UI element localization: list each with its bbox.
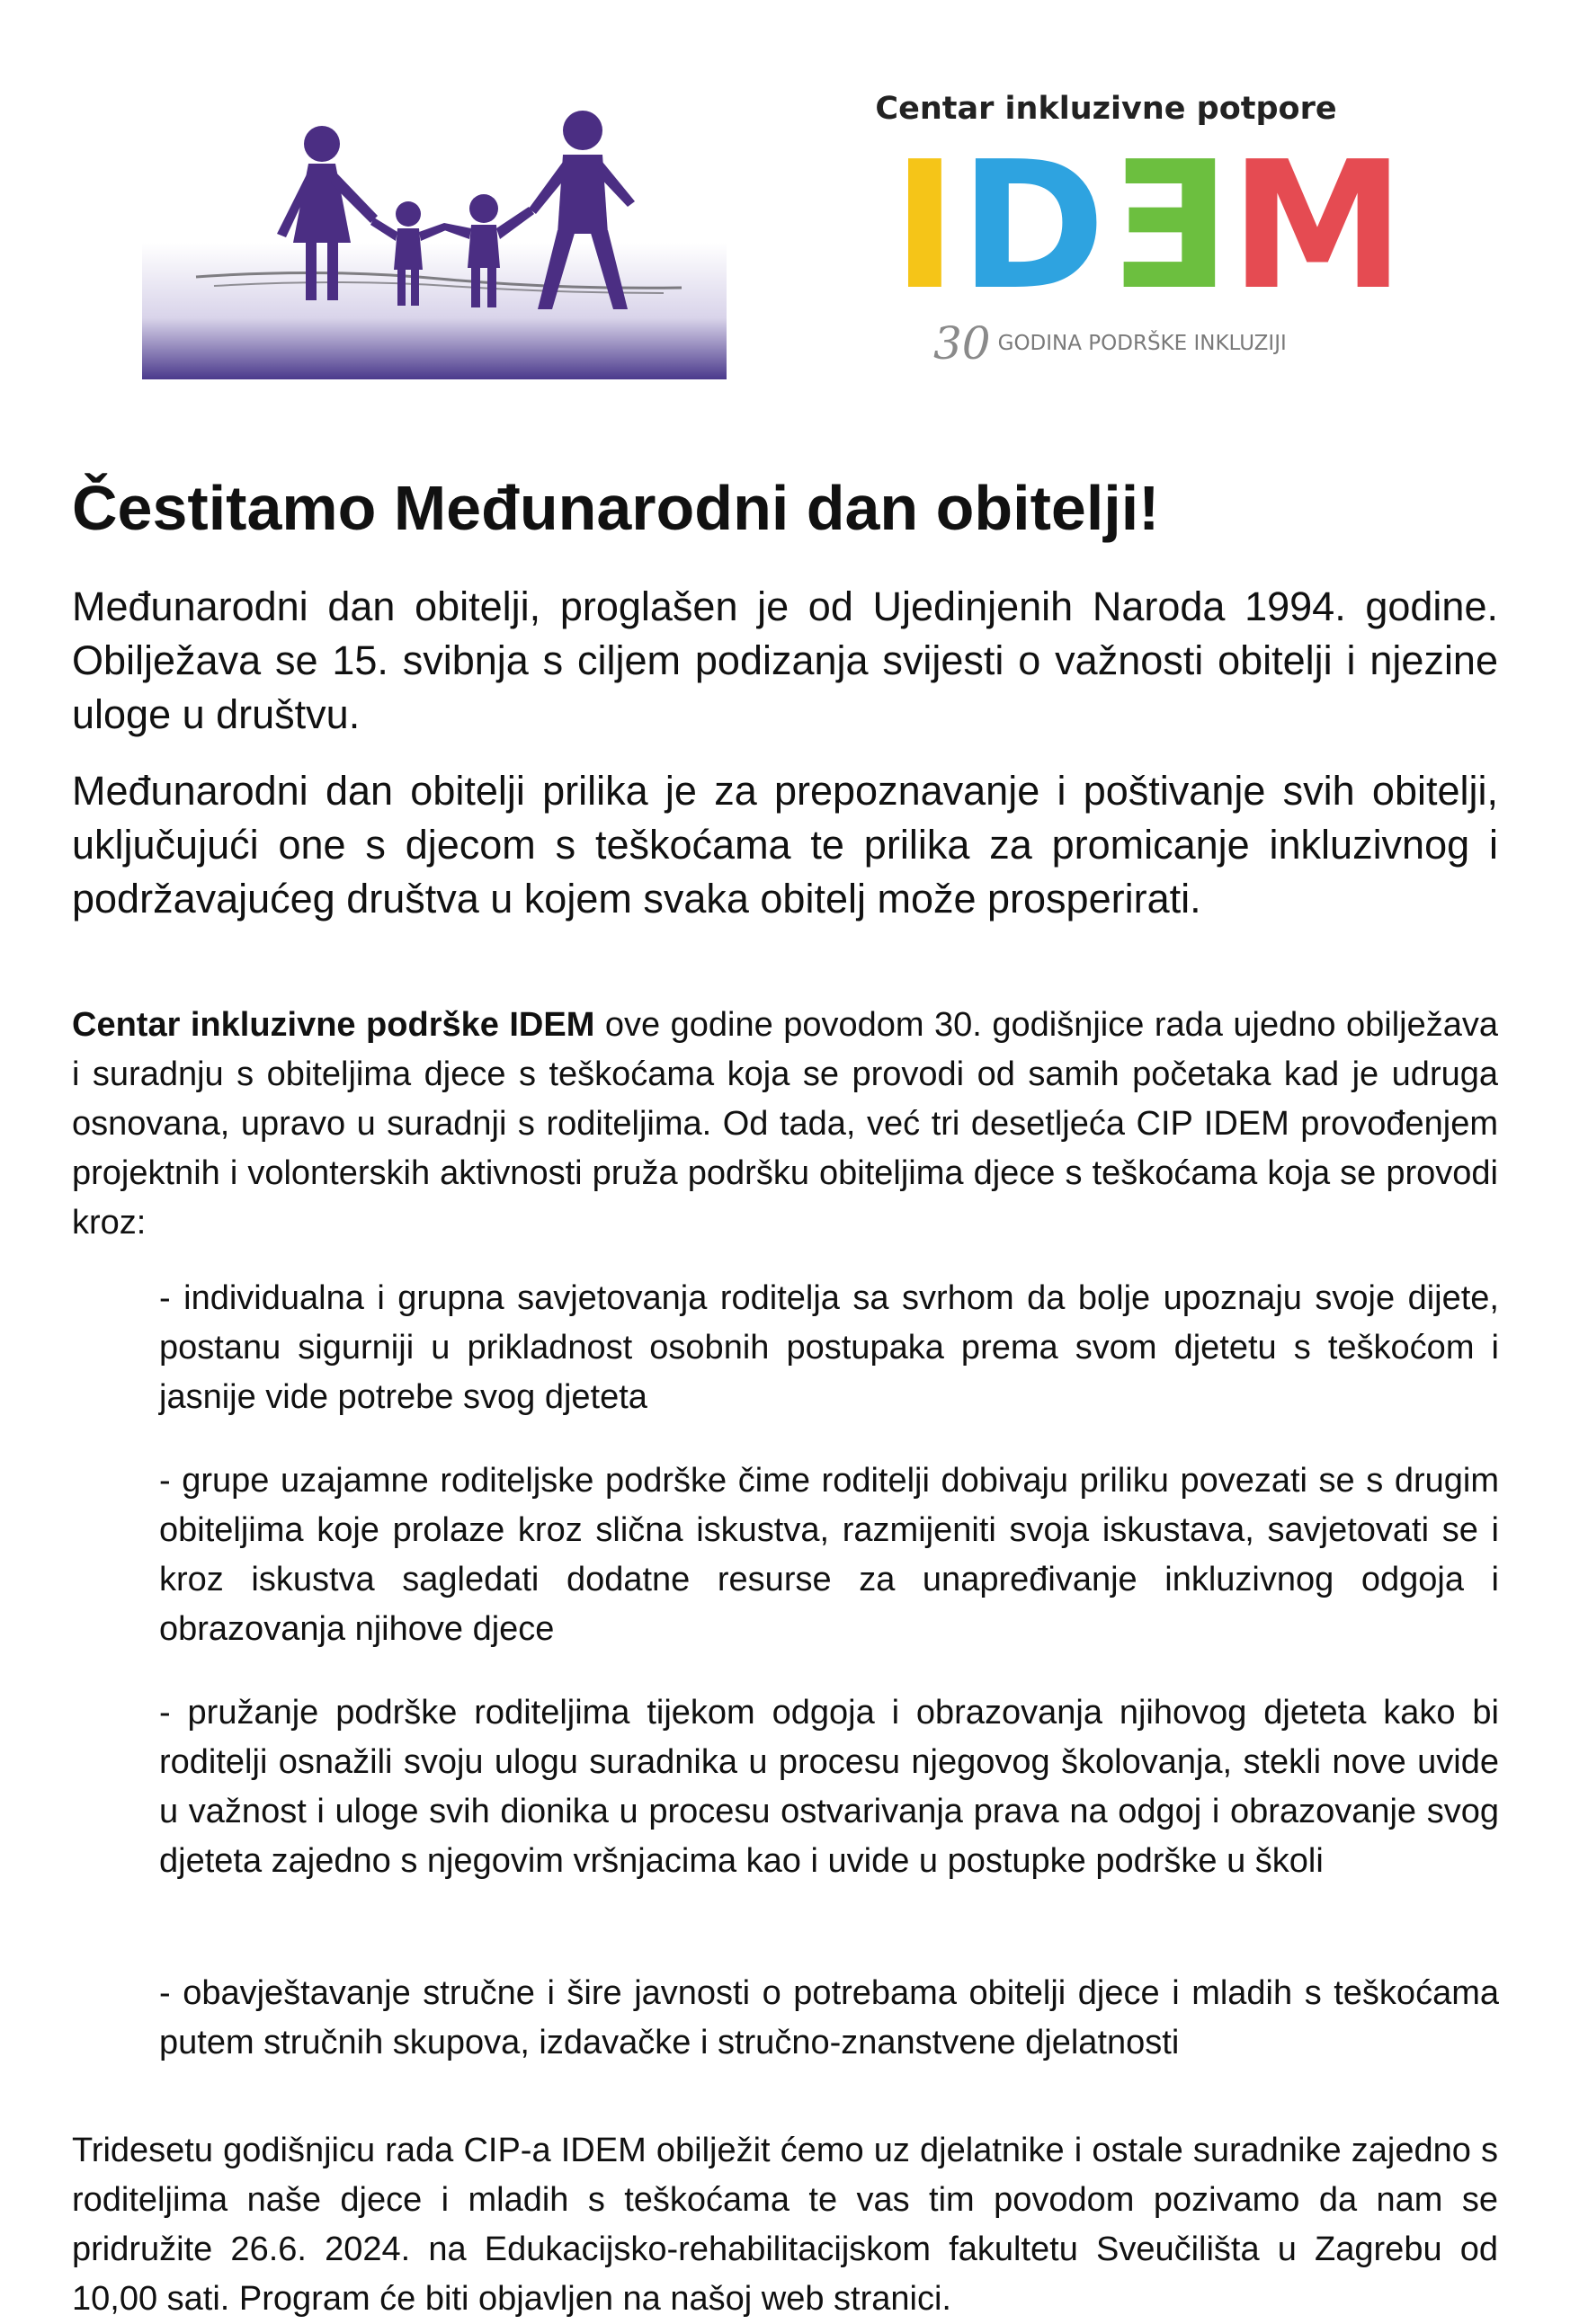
idem-anniversary-number: 30: [933, 317, 991, 370]
idem-logo-letters: [892, 124, 1402, 329]
bullet-item-counseling: - individualna i grupna savjetovanja roditelja sa svrhom da bolje upoznaju svoje dijete, postanu sigurniji u prikladnost osobnih postupaka prema svom djetetu s teškoćom i jasnije vide potrebe svog djeteta: [159, 1279, 1499, 1416]
paragraph-opportunity: Međunarodni dan obitelji prilika je za prepoznavanje i poštivanje svih obitelji, uključujući one s djecom s teškoćama te prilika za promicanje inkluzivnog i podržavajućeg društva u kojem svaka obitelj može prosperirati.: [72, 768, 1498, 922]
idem-tagline: GODINA PODRŠKE INKLUZIJI: [997, 332, 1287, 355]
family-silhouette-icon: [142, 108, 727, 379]
paragraph-closing: Tridesetu godišnjicu rada CIP-a IDEM obilježit ćemo uz djelatnike i ostale suradnike zajedno s roditeljima naše djece i mladih s teškoćama te vas tim povodom pozivamo da nam se pridružite 26.6. 2024. na Edukacijsko-rehabilitacijskom fakultetu Sveučilišta u Zagrebu od 10,00 sati. Program će biti objavljen na našoj web stranici.: [72, 2132, 1498, 2318]
idem-letter-d: D: [959, 124, 1102, 329]
bullet-item-public-info: - obavještavanje stručne i šire javnosti o potrebama obitelji djece i mladih s teškoćama putem stručnih skupova, izdavačke i stručno-znanstvene djelatnosti: [159, 1974, 1499, 2061]
idem-logo-anniversary: [933, 317, 1287, 370]
bullet-item-support-groups: - grupe uzajamne roditeljske podrške čime roditelji dobivaju priliku povezati se s drugim obiteljima koje prolaze kroz slična iskustva, razmijeniti svoja iskustava, savjetovati se i kroz iskustva sagledati dodatne resurse za unapređivanje inkluzivnog odgoja i obrazovanja njihove djece: [159, 1462, 1499, 1648]
idem-letter-e: Ǝ: [1107, 124, 1225, 329]
page-title: Čestitamo Međunarodni dan obitelji!: [72, 473, 1160, 543]
bullet-item-education-support: - pružanje podrške roditeljima tijekom odgoja i obrazovanja njihovog djeteta kako bi roditelji osnažili svoju ulogu suradnika u procesu njegovog školovanja, stekli nove uvide u važnost i uloge svih dionika u procesu ostvarivanja prava na odgoj i obrazovanje svog djeteta zajedno s njegovim vršnjacima kao i uvide u postupke podrške u školi: [159, 1694, 1499, 1880]
idem-name: Centar inkluzivne podrške IDEM: [72, 1006, 595, 1044]
idem-logo: [827, 85, 1402, 396]
paragraph-idem-text: ove godine povodom 30. godišnjice rada ujedno obilježava i suradnju s obiteljima djece s teškoćama koja se provodi od samih početaka kad je udruga osnovana, upravo u suradnji s roditeljima. Od tada, već tri desetljeća CIP IDEM provođenjem projektnih i volonterskih aktivnosti pruža podršku obiteljima djece s teškoćama koja se provodi kroz:: [72, 1006, 1498, 1242]
idem-letter-i: I: [892, 124, 954, 329]
paragraph-idem: [72, 1001, 1498, 1248]
paragraph-intro: Međunarodni dan obitelji, proglašen je od Ujedinjenih Naroda 1994. godine. Obilježava se 15. svibnja s ciljem podizanja svijesti o važnosti obitelji i njezine uloge u društvu.: [72, 583, 1498, 737]
idem-logo-top-text: Centar inkluzivne potpore: [875, 91, 1337, 127]
family-logo: [142, 108, 727, 379]
idem-letter-m: M: [1229, 124, 1402, 329]
